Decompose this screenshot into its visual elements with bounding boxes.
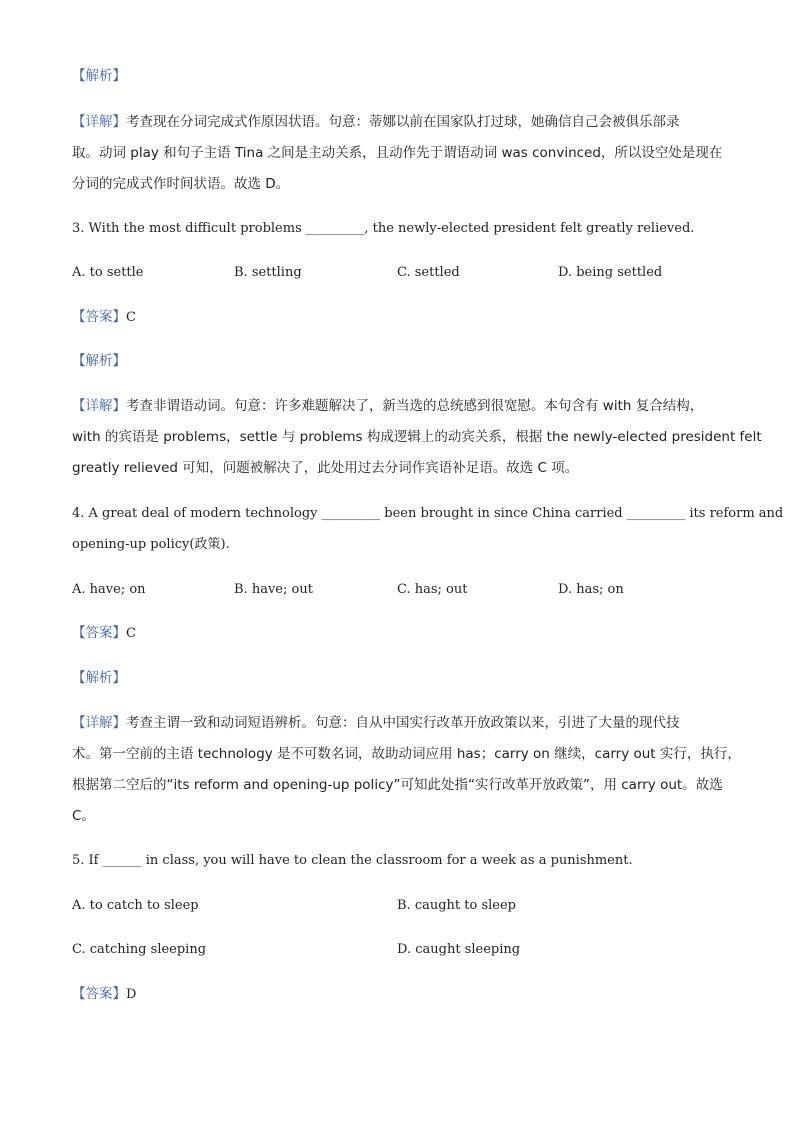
q3-option-c: C. settled [397, 265, 460, 280]
question-4-stem: 4. A great deal of modern technology _________ been brought in since China carried _________ its reform and [72, 506, 784, 521]
q4-option-a: A. have; on [72, 582, 146, 597]
q5-answer: 【答案】D [72, 986, 137, 1002]
detail-tag: 【详解】 [72, 398, 126, 414]
q4-option-c: C. has; out [397, 582, 468, 597]
q3-option-d: D. being settled [558, 265, 663, 280]
detail-paragraph-line: 术。第一空前的主语 technology 是不可数名词，故助动词应用 has；carry on 继续，carry out 实行，执行， [72, 746, 741, 762]
detail-tag: 【详解】 [72, 114, 126, 130]
analysis-heading: 【解析】 [72, 353, 126, 369]
detail-tag: 【详解】 [72, 715, 126, 731]
detail-paragraph-line: C。 [72, 808, 95, 824]
q5-option-d: D. caught sleeping [397, 942, 521, 957]
answer-tag: 【答案】 [72, 986, 126, 1002]
detail-paragraph-line: 【详解】考查现在分词完成式作原因状语。句意：蒂娜以前在国家队打过球，她确信自己会被俱乐部录 [72, 114, 680, 130]
q4-option-d: D. has; on [558, 582, 624, 597]
answer-tag: 【答案】 [72, 309, 126, 325]
detail-paragraph-line: 【详解】考查主谓一致和动词短语辨析。句意：自从中国实行改革开放政策以来，引进了大量的现代技 [72, 715, 680, 731]
q5-option-b: B. caught to sleep [397, 898, 516, 913]
detail-paragraph-line: 取。动词 play 和句子主语 Tina 之间是主动关系，且动作先于谓语动词 was convinced，所以设空处是现在 [72, 145, 723, 161]
q3-option-a: A. to settle [72, 265, 144, 280]
question-4-stem: opening-up policy(政策). [72, 537, 230, 552]
detail-paragraph-line: with 的宾语是 problems，settle 与 problems 构成逻辑上的动宾关系，根据 the newly-elected president felt [72, 429, 762, 445]
analysis-heading: 【解析】 [72, 68, 126, 84]
detail-paragraph-line: greatly relieved 可知，问题被解决了，此处用过去分词作宾语补足语。故选 C 项。 [72, 460, 579, 476]
q5-option-a: A. to catch to sleep [72, 898, 199, 913]
detail-paragraph-line: 根据第二空后的“its reform and opening-up policy”可知此处指“实行改革开放政策”，用 carry out。故选 [72, 777, 723, 793]
q3-answer: 【答案】C [72, 309, 136, 325]
question-5-stem: 5. If ______ in class, you will have to clean the classroom for a week as a punishment. [72, 853, 633, 868]
q5-option-c: C. catching sleeping [72, 942, 207, 957]
q4-option-b: B. have; out [234, 582, 313, 597]
analysis-heading: 【解析】 [72, 670, 126, 686]
q4-answer: 【答案】C [72, 625, 136, 641]
question-3-stem: 3. With the most difficult problems _________, the newly-elected president felt greatly relieved. [72, 221, 695, 236]
detail-paragraph-line: 分词的完成式作时间状语。故选 D。 [72, 176, 290, 192]
detail-paragraph-line: 【详解】考查非谓语动词。句意：许多难题解决了，新当选的总统感到很宽慰。本句含有 with 复合结构， [72, 398, 704, 414]
q3-option-b: B. settling [234, 265, 302, 280]
answer-tag: 【答案】 [72, 625, 126, 641]
